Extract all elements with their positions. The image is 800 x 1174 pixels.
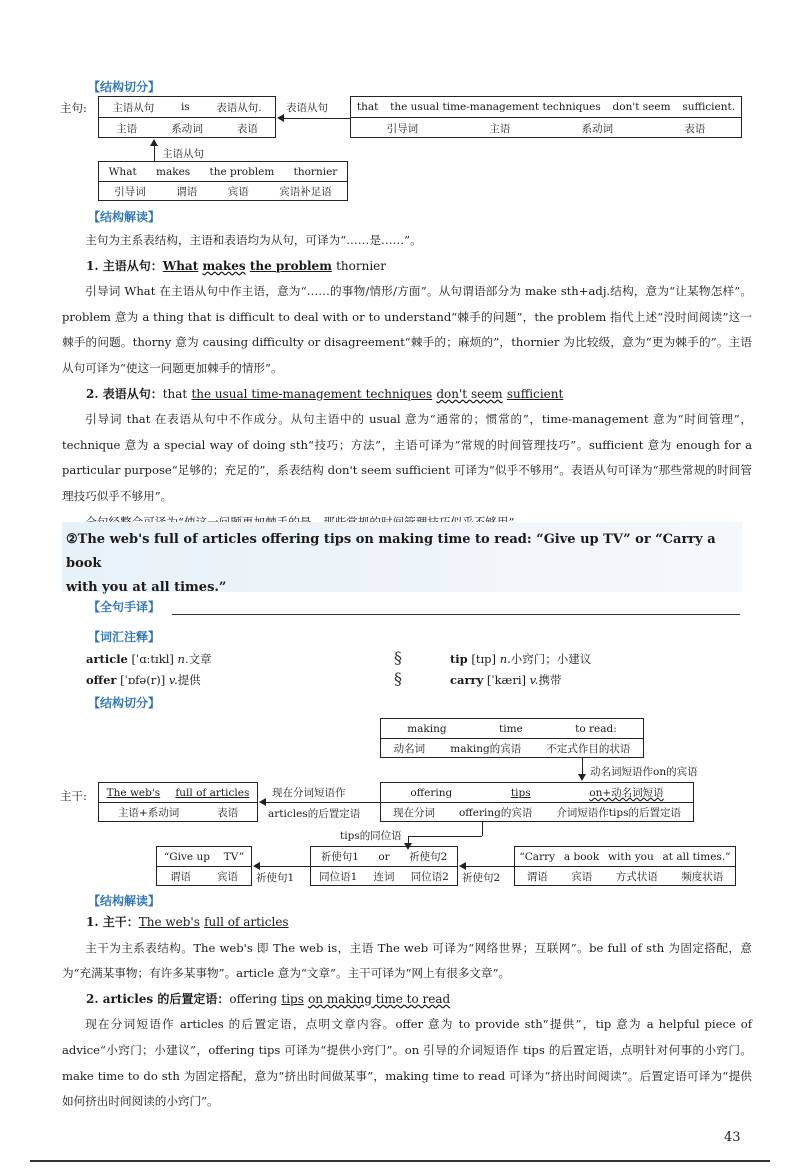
giveup-top-1: “Give up — [163, 850, 210, 863]
carry-bottom-2: 宾语 — [571, 871, 593, 883]
label-subject-clause: 主语从句 — [162, 148, 204, 160]
pred-bottom-1: 引导词 — [386, 122, 419, 135]
vocab-offer: offer [ˈɒfə(r)] v.提供 — [86, 673, 201, 687]
subj-top-3: the problem — [209, 165, 275, 178]
gerund-phrase-box — [380, 718, 644, 758]
label-imperative-2: 祈使句2 — [462, 872, 501, 884]
making-bottom-2: making的宾语 — [450, 743, 522, 755]
connector-line — [284, 118, 350, 119]
imperative-1-box — [156, 846, 252, 886]
mid-top-2: or — [378, 850, 390, 863]
carry-bottom-4: 频度状语 — [681, 871, 724, 883]
subj-bottom-1: 引导词 — [114, 186, 146, 198]
arrow-left-icon — [253, 862, 260, 870]
pred-bottom-3: 系动词 — [581, 122, 614, 135]
arrow-left-icon — [259, 798, 266, 806]
main-trunk-box — [98, 782, 258, 822]
main-top-2: is — [180, 101, 190, 113]
offering-bottom-2: offering的宾语 — [458, 807, 533, 819]
making-bottom-3: 不定式作目的状语 — [546, 743, 631, 755]
main-clause-box — [98, 96, 276, 138]
mid-top-1: 祈使句1 — [320, 851, 359, 863]
trunk-top-2: full of articles — [175, 786, 250, 799]
pred-top-4: sufficient. — [682, 101, 736, 113]
carry-bottom-3: 方式状语 — [615, 871, 658, 883]
pred-top-3: don't seem — [612, 101, 671, 113]
subheading-post-modifier: 2. articles 的后置定语：offering tips on making time to read — [86, 991, 451, 1006]
intro-paragraph: 主句为主系表结构，主语和表语均为从句，可译为“……是……”。 — [85, 233, 422, 247]
mid-bottom-1: 同位语1 — [319, 871, 358, 883]
translation-blank-line[interactable] — [172, 614, 740, 615]
main-bottom-2: 系动词 — [171, 122, 203, 135]
offering-top-3: on+动名词短语 — [589, 787, 664, 799]
connector-line — [154, 145, 155, 161]
divider-squiggle-icon: § — [394, 648, 402, 667]
arrow-left-icon — [459, 862, 466, 870]
main-top-3: 表语从句. — [216, 101, 262, 114]
paragraph-subject-clause: 引导词 What 在主语从句中作主语，意为“……的事物/情形/方面”。从句谓语部分为 make sth+adj.结构，意为“让某物怎样”。problem 意为 a thing that is difficult to deal with or to understand“棘手的问题”，the problem 指代上述“没时间阅读”这一棘手的问题。thorny 意为 causing difficulty or disagreement“棘手的；麻烦的”，thornier 为比较级，意为“更为棘手的”。主语从句可译为“使这一问题更加棘手的情形”。 — [62, 284, 752, 375]
trunk-top-1: The web's — [106, 786, 161, 799]
carry-top-1: “Carry — [519, 850, 556, 863]
section-header-structure-split-2: 【结构切分】 — [88, 696, 161, 710]
paragraph-trunk: 主干为主系表结构。The web's 即 The web is，主语 The web 可译为“网络世界；互联网”。be full of sth 为固定搭配，意为“充满某事物；有许多某事物”。article 意为“文章”。主干可译为“网上有很多文章”。 — [62, 940, 752, 981]
section-header-structure-analysis-2: 【结构解读】 — [88, 894, 161, 908]
connector-line — [266, 802, 380, 803]
main-clause-label: 主句: — [60, 101, 87, 115]
label-appositive: tips的同位语 — [340, 830, 402, 842]
imperative-2-box — [514, 846, 736, 886]
section-header-vocabulary: 【词汇注释】 — [88, 630, 161, 644]
pred-top-1: that — [356, 101, 379, 113]
connector-line — [582, 758, 583, 774]
subject-clause-box — [98, 161, 348, 201]
mid-top-3: 祈使句2 — [409, 851, 448, 863]
offering-top-2: tips — [510, 786, 531, 799]
label-predicative-clause: 表语从句 — [286, 102, 328, 114]
main-bottom-1: 主语 — [116, 122, 138, 135]
offering-bottom-1: 现在分词 — [392, 807, 435, 819]
subheading-predicative-clause: 2. 表语从句：that the usual time-management techniques don't seem sufficient — [86, 386, 564, 401]
label-gerund-object: 动名词短语作on的宾语 — [590, 766, 698, 778]
section-header-full-translation: 【全句手译】 — [88, 600, 161, 614]
subj-top-4: thornier — [293, 165, 338, 178]
label-participle-phrase: 现在分词短语作 — [272, 787, 346, 799]
subj-bottom-4: 宾语补足语 — [279, 186, 332, 198]
participle-phrase-box — [380, 782, 694, 822]
main-top-1: 主语从句 — [112, 101, 155, 114]
carry-top-3: with you — [608, 850, 654, 863]
paragraph-predicative-clause: 引导词 that 在表语从句中不作成分。从句主语中的 usual 意为“通常的；惯常的”，time-management 意为“时间管理”，technique 意为 a special way of doing sth“技巧；方法”，主语可译为“常规的时间管理技巧”。sufficient 意为 enough for a particular purpose“足够的；充足的”，系表结构 don't seem sufficient 可译为“似乎不够用”。表语从句可译为“那些常规的时间管理技巧似乎不够用”。 — [62, 412, 752, 503]
trunk-bottom-2: 表语 — [217, 807, 239, 819]
pred-bottom-4: 表语 — [684, 122, 706, 135]
mid-bottom-3: 同位语2 — [410, 871, 449, 883]
label-post-modifier: articles的后置定语 — [268, 808, 361, 820]
connector-line — [408, 836, 482, 837]
trunk-bottom-1: 主语+系动词 — [117, 807, 180, 819]
making-top-3: to read: — [575, 722, 617, 735]
subj-top-1: What — [108, 165, 137, 178]
connector-line — [260, 866, 310, 867]
vocab-tip: tip [tɪp] n.小窍门；小建议 — [450, 652, 592, 666]
appositive-box — [310, 846, 458, 886]
analysis-block-1 — [62, 228, 752, 535]
giveup-bottom-1: 谓语 — [170, 871, 191, 883]
pred-top-2: the usual time-management techniques — [390, 101, 601, 113]
carry-top-2: a book — [563, 850, 600, 863]
connector-line — [482, 822, 483, 836]
carry-top-4: at all times.” — [662, 850, 731, 863]
subj-bottom-2: 谓语 — [176, 186, 198, 198]
making-bottom-1: 动名词 — [393, 743, 426, 755]
paragraph-post-modifier: 现在分词短语作 articles 的后置定语，点明文章内容。offer 意为 to provide sth“提供”，tip 意为 a helpful piece of advice“小窍门；小建议”，offering tips 可译为“提供小窍门”。on 引导的介词短语作 tips 的后置定语，点明针对何事的小窍门。make time to do sth 为固定搭配，意为“挤出时间做某事”，making time to read 可译为“挤出时间阅读”。后置定语可译为“提供如何挤出时间阅读的小窍门”。 — [62, 1017, 752, 1109]
arrow-down-icon — [578, 774, 586, 781]
label-imperative-1: 祈使句1 — [256, 872, 295, 884]
page-number: 43 — [724, 1130, 741, 1145]
divider-squiggle-icon: § — [394, 669, 402, 688]
subj-top-2: makes — [155, 165, 191, 178]
giveup-bottom-2: 宾语 — [217, 871, 238, 883]
offering-top-1: offering — [410, 786, 453, 799]
subj-bottom-3: 宾语 — [227, 186, 249, 198]
subheading-trunk: 1. 主干：The web's full of articles — [86, 915, 289, 929]
giveup-top-2: TV” — [223, 850, 245, 863]
main-bottom-3: 表语 — [236, 122, 258, 135]
mid-bottom-2: 连词 — [373, 871, 395, 883]
predicative-clause-box — [350, 96, 742, 138]
subheading-subject-clause: 1. 主语从句：What makes the problem thornier — [86, 258, 386, 273]
section-header-structure-analysis: 【结构解读】 — [88, 210, 161, 224]
carry-bottom-1: 谓语 — [526, 871, 548, 883]
arrow-left-icon — [277, 114, 284, 122]
example-sentence: ②The web's full of articles offering tips on making time to read: “Give up TV” or “Carry a book with you at all times.” — [66, 532, 716, 595]
pred-bottom-2: 主语 — [489, 122, 511, 135]
vocab-carry: carry [ˈkæri] v.携带 — [450, 673, 562, 687]
vocab-article: article [ˈɑːtɪkl] n.文章 — [86, 652, 212, 666]
making-top-1: making — [407, 722, 447, 735]
section-header-structure-split: 【结构切分】 — [88, 80, 161, 94]
analysis-block-2 — [62, 910, 752, 1115]
making-top-2: time — [499, 722, 523, 735]
offering-bottom-3: 介词短语作tips的后置定语 — [556, 807, 681, 819]
connector-line — [466, 866, 514, 867]
main-trunk-label: 主干: — [60, 789, 87, 803]
footer-rule — [30, 1160, 770, 1162]
